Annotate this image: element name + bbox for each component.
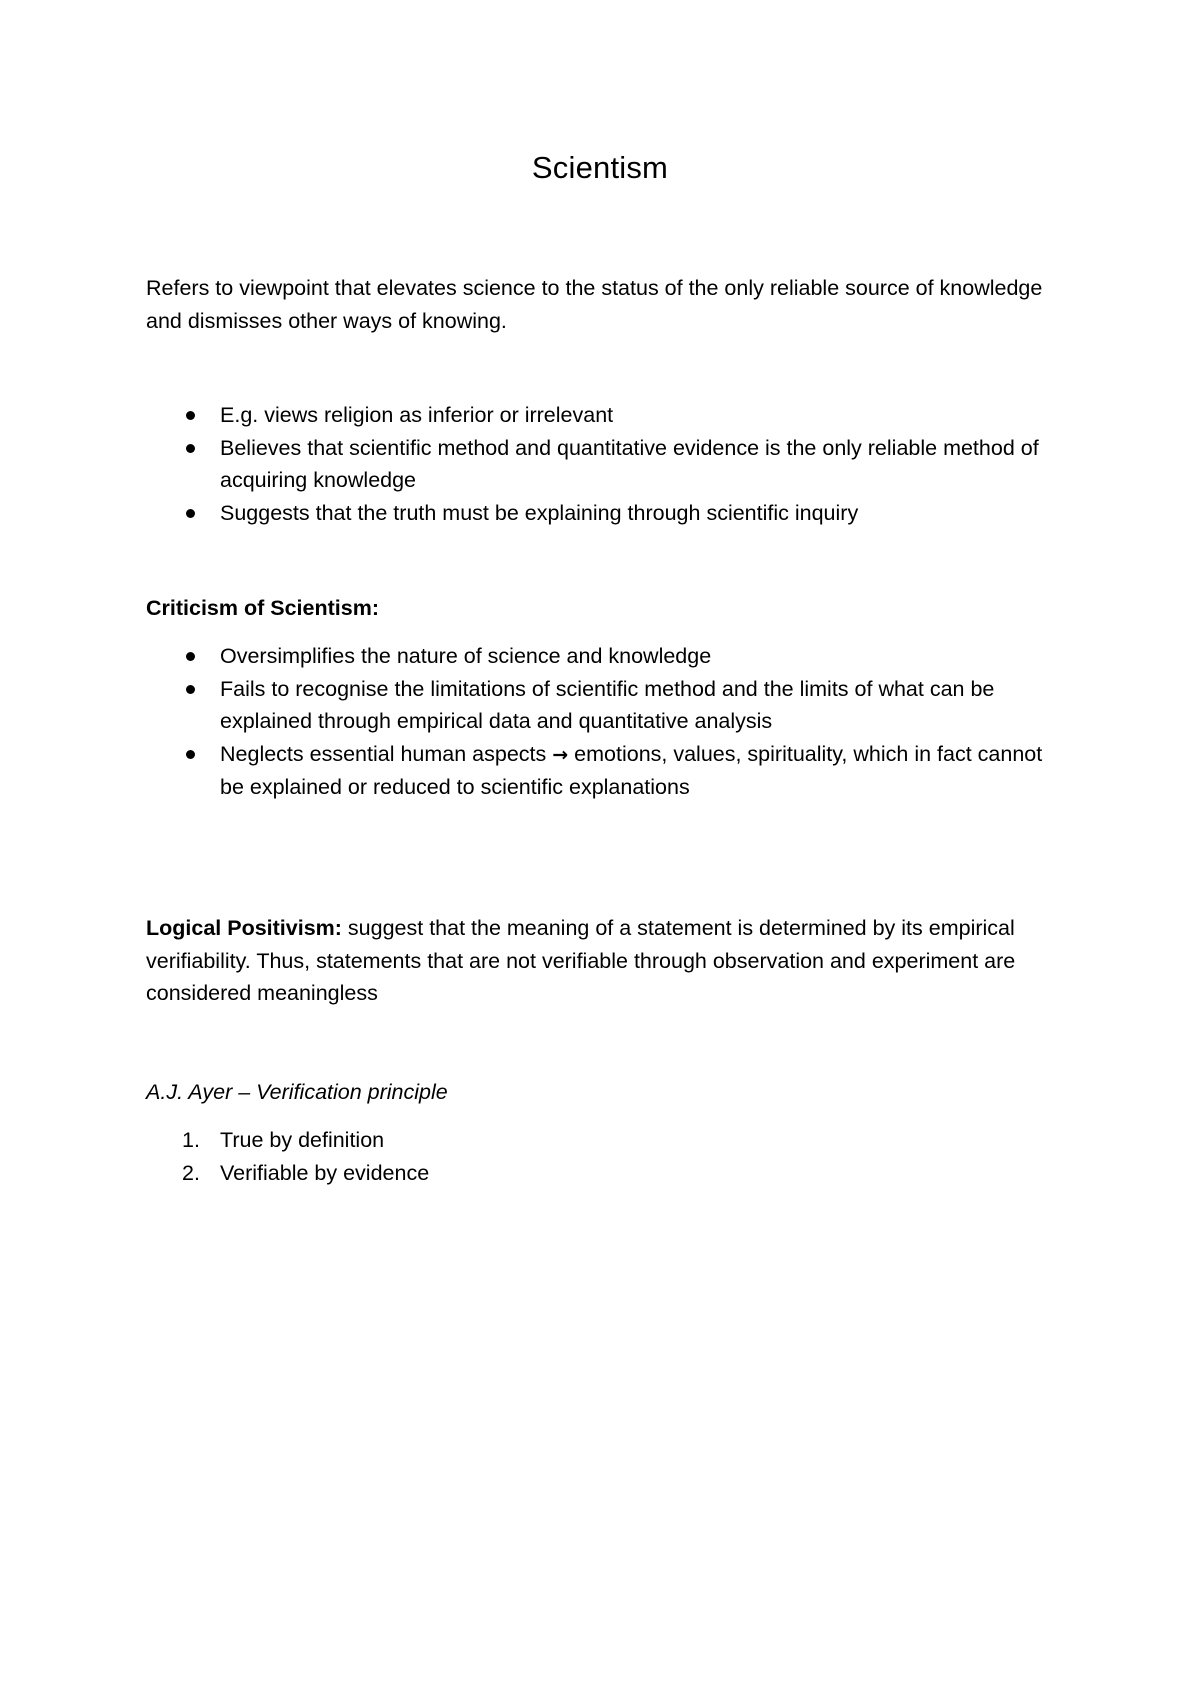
bullet-icon bbox=[186, 411, 195, 420]
list-item-text: Suggests that the truth must be explaining through scientific inquiry bbox=[220, 500, 859, 525]
criticism-heading: Criticism of Scientism: bbox=[146, 596, 379, 620]
list-number: 1. bbox=[182, 1128, 200, 1152]
list-item bbox=[146, 673, 1066, 738]
list-item bbox=[146, 432, 1066, 497]
list-item-text-before-arrow: Neglects essential human aspects bbox=[220, 741, 547, 766]
bullet-icon bbox=[186, 509, 195, 518]
list-item-text: Oversimplifies the nature of science and knowledge bbox=[220, 644, 712, 668]
intro-paragraph: Refers to viewpoint that elevates science to the status of the only reliable source of knowledge and dismisses other ways of knowing. bbox=[146, 276, 1043, 333]
list-item-text: Verifiable by evidence bbox=[220, 1160, 430, 1185]
bullet-icon bbox=[186, 652, 195, 661]
list-item-text: Believes that scientific method and quantitative evidence is the only reliable method of acquiring knowledge bbox=[220, 435, 1039, 492]
right-arrow-icon: → bbox=[552, 743, 569, 766]
scientism-bullet-list bbox=[146, 399, 1066, 529]
bullet-icon bbox=[186, 750, 195, 759]
verification-numbered-list bbox=[146, 1124, 1066, 1189]
list-item bbox=[146, 1124, 1066, 1157]
logical-positivism-paragraph bbox=[146, 912, 1066, 1010]
list-item-text: True by definition bbox=[220, 1128, 385, 1152]
ayer-heading: A.J. Ayer – Verification principle bbox=[146, 1080, 448, 1104]
bullet-icon bbox=[186, 444, 195, 453]
bullet-icon bbox=[186, 685, 195, 694]
list-item bbox=[146, 738, 1066, 804]
page-title: Scientism bbox=[531, 150, 669, 185]
list-number: 2. bbox=[182, 1160, 200, 1185]
list-item-text: E.g. views religion as inferior or irrelevant bbox=[220, 403, 614, 427]
logical-positivism-text: suggest that the meaning of a statement is determined by its empirical verifiability. Thus, statements that are not verifiable through observation and experiment are considered meaningless bbox=[146, 916, 1016, 1005]
list-item bbox=[146, 399, 1066, 432]
list-item bbox=[146, 640, 1066, 673]
criticism-bullet-list bbox=[146, 640, 1066, 804]
logical-positivism-label: Logical Positivism: bbox=[146, 916, 342, 940]
list-item bbox=[146, 497, 1066, 530]
list-item-text-after-arrow: emotions, values, spirituality, which in fact cannot be explained or reduced to scientific explanations bbox=[220, 741, 1043, 799]
list-item bbox=[146, 1157, 1066, 1190]
list-item-text: Fails to recognise the limitations of scientific method and the limits of what can be explained through empirical data and quantitative analysis bbox=[220, 676, 995, 733]
